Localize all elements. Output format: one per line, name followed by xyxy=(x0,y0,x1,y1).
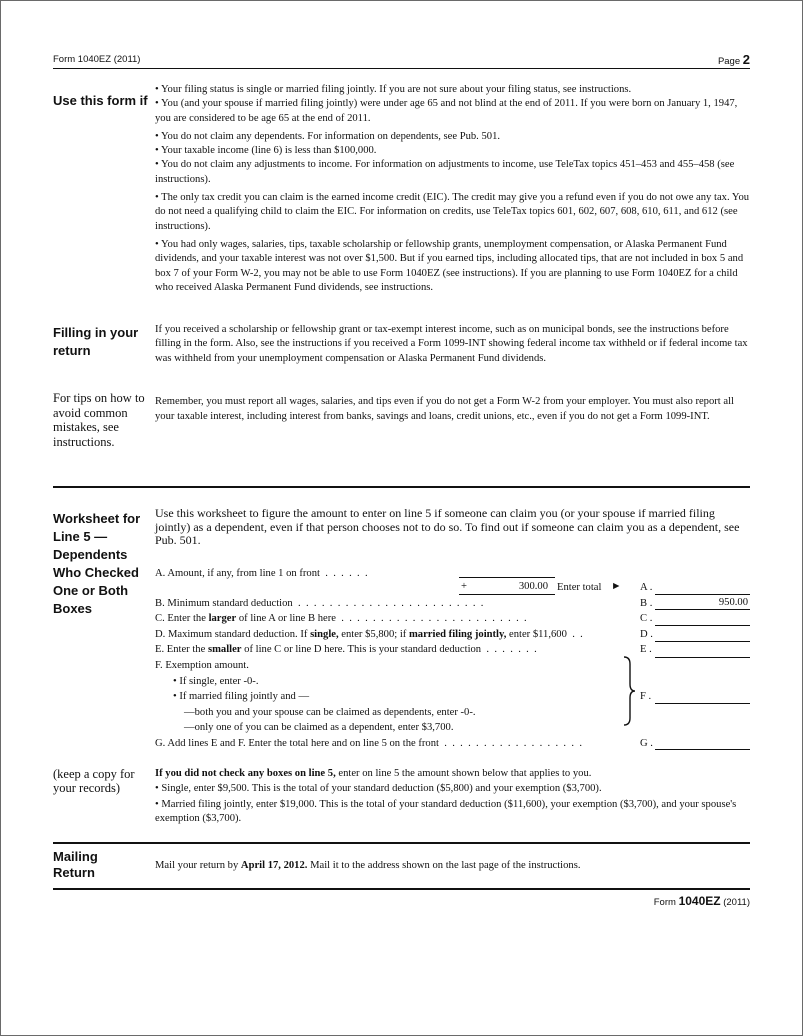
footer-divider xyxy=(53,888,750,890)
line-g-field[interactable] xyxy=(655,749,750,750)
line-f-one: —only one of you can be claimed as a dependent, enter $3,700. xyxy=(184,722,454,733)
line-letter-b: B . xyxy=(640,598,653,609)
bullet-age: • You (and your spouse if married filing jointly) were under age 65 and not blind at the end of 2011. If you were born on January 1, 1947, you are considered to be age 65 at the end of 2011. xyxy=(155,98,738,124)
mailing-text: Mail your return by April 17, 2012. Mail it to the address shown on the last page of the instructions. xyxy=(155,860,581,871)
bullet-taxable-income: • Your taxable income (line 6) is less than $100,000. xyxy=(155,145,377,157)
line-letter-f: F . xyxy=(640,691,652,702)
line-e-label: E. Enter the smaller of line C or line D here. This is your standard deduction . . . . . . . xyxy=(155,644,537,655)
line-f-both: —both you and your spouse can be claimed as dependents, enter -0-. xyxy=(184,707,476,718)
line-letter-d: D . xyxy=(640,629,653,640)
worksheet-intro: Use this worksheet to figure the amount to enter on line 5 if someone can claim you (or your spouse if married filing jointly) as a dependent, even if that person chooses not to do so. To find out if someone can claim you as a dependent, see Pub. 501. xyxy=(155,506,740,547)
section-divider-mailing xyxy=(53,842,750,844)
keep-copy-single: • Single, enter $9,500. This is the total of your standard deduction ($5,800) and your exemption ($3,700). xyxy=(155,783,602,795)
line-a-input-line[interactable] xyxy=(459,594,555,595)
line-f-married: • If married filing jointly and — xyxy=(173,691,310,702)
line-f-field[interactable] xyxy=(655,703,750,704)
header-divider xyxy=(53,68,750,69)
line-c-field[interactable] xyxy=(655,625,750,626)
use-this-form-text xyxy=(155,83,750,299)
enter-total-label: Enter total xyxy=(557,582,602,593)
line-a-amount: 300.00 xyxy=(518,581,548,592)
keep-copy-text xyxy=(155,767,750,826)
line-a-top-rule xyxy=(459,577,555,578)
use-this-form-label: Use this form if xyxy=(53,93,148,108)
line-d-label: D. Maximum standard deduction. If single, enter $5,800; if married filing jointly, enter $11,600 . . xyxy=(155,629,583,640)
line-letter-e: E . xyxy=(640,644,652,655)
page-number-label xyxy=(718,52,750,67)
footer-form-name: Form 1040EZ (2011) xyxy=(653,894,750,908)
keep-copy-label: (keep a copy for your records) xyxy=(53,767,135,795)
tips-text: Remember, you must report all wages, salaries, and tips even if you do not get a Form W-2 from your employer. You must also report all your taxable interest, including interest from banks, savings and loans, credit unions, etc., even if you do not get a Form 1099-INT. xyxy=(155,396,734,422)
line-letter-a: A . xyxy=(640,582,653,593)
line-e-field[interactable] xyxy=(655,657,750,658)
keep-copy-line-1: If you did not check any boxes on line 5, enter on line 5 the amount shown below that applies to you. xyxy=(155,768,592,779)
line-letter-c: C . xyxy=(640,613,653,624)
bullet-dependents: • You do not claim any dependents. For information on dependents, see Pub. 501. xyxy=(155,130,501,142)
form-name: Form 1040EZ (2011) xyxy=(53,54,141,65)
line-f-single: • If single, enter -0-. xyxy=(173,676,259,687)
line-b-field[interactable] xyxy=(655,609,750,610)
line-a-label: A. Amount, if any, from line 1 on front . . . . . . xyxy=(155,568,368,579)
mailing-label: Mailing Return xyxy=(53,849,98,880)
line-d-field[interactable] xyxy=(655,641,750,642)
section-divider-worksheet xyxy=(53,486,750,488)
arrow-icon: ► xyxy=(611,581,622,592)
line-letter-g: G . xyxy=(640,738,653,749)
line-b-label: B. Minimum standard deduction . . . . . . . . . . . . . . . . . . . . . . . . xyxy=(155,598,484,609)
line-a-field[interactable] xyxy=(655,594,750,595)
plus-sign: + xyxy=(461,581,467,592)
filling-in-label: Filling in your return xyxy=(53,325,139,358)
tips-label: For tips on how to avoid common mistakes, see instructions. xyxy=(53,391,145,449)
bullet-filing-status: • Your filing status is single or married filing jointly. If you are not sure about your filing status, see instructions. xyxy=(155,84,632,95)
keep-copy-married: • Married filing jointly, enter $19,000. This is the total of your standard deduction ($11,600), your exemption ($3,700), and your spouse's exemption ($3,700). xyxy=(155,798,737,824)
page-number: 2 xyxy=(742,52,750,67)
bullet-adjustments: • You do not claim any adjustments to income. For information on adjustments to income, use TeleTax topics 451–453 and 455–458 (see instructions). xyxy=(155,159,735,185)
line-g-label: G. Add lines E and F. Enter the total here and on line 5 on the front . . . . . . . . . . . . . . . . . . xyxy=(155,738,582,749)
line-c-label: C. Enter the larger of line A or line B here . . . . . . . . . . . . . . . . . . . . . . . . xyxy=(155,613,527,624)
bullet-eic: • The only tax credit you can claim is the earned income credit (EIC). The credit may give you a refund even if you do not owe any tax. You do not need a qualifying child to claim the EIC. For information on credits, use TeleTax topics 601, 602, 607, 608, 610, 611, and 612 (see instructions). xyxy=(155,192,750,232)
filling-in-text: If you received a scholarship or fellowship grant or tax-exempt interest income, such as on municipal bonds, see the instructions before filling in the form. Also, see the instructions if you received a Form 1099-INT showing federal income tax withheld or if federal income tax was withheld from your unemployment compensation or Alaska Permanent Fund dividends. xyxy=(155,324,748,364)
line-b-amount: 950.00 xyxy=(718,597,748,608)
page-label: Page xyxy=(717,56,741,67)
bullet-income-types: • You had only wages, salaries, tips, taxable scholarship or fellowship grants, unemployment compensation, or Alaska Permanent Fund dividends, and your taxable interest was not over $1,500. But if you earned tips, including allocated tips, that are not included in box 5 and box 7 of your Form W-2, you may not be able to use Form 1040EZ (see instructions). If you are planning to use Form 1040EZ for a child who received Alaska Permanent Fund dividends, see instructions. xyxy=(155,238,744,293)
line-f-label: F. Exemption amount. xyxy=(155,660,249,671)
worksheet-label: Worksheet for Line 5 — Dependents Who Checked One or Both Boxes xyxy=(53,511,141,616)
brace-icon xyxy=(622,656,636,726)
